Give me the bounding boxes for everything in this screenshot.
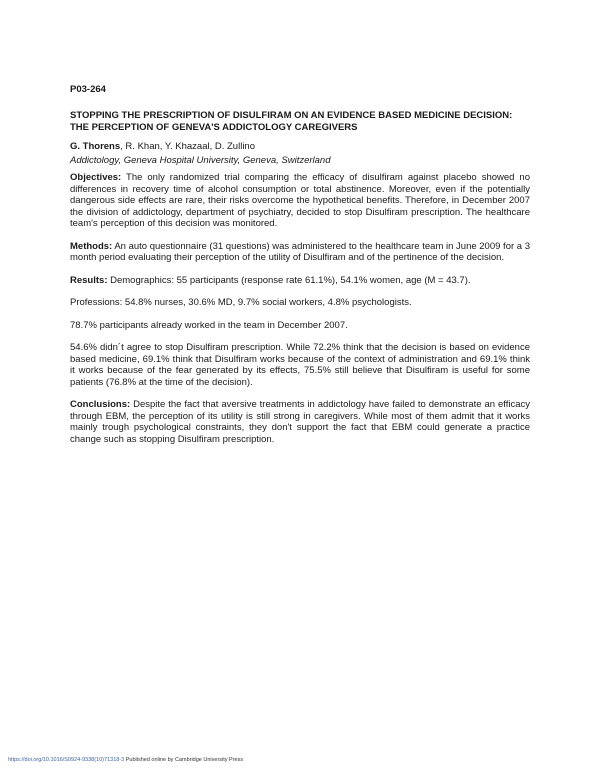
worked-paragraph: 78.7% participants already worked in the team in December 2007.: [70, 319, 348, 331]
agree-paragraph: 54.6% didn´t agree to stop Disulfiram prescription. While 72.2% think that the decision is based on evidence based medicine, 69.1% think that Disulfiram works because of the context of administration and 69.1% think it works because of the fear generated by its effects, 75.5% still believe that Disulfiram is useful for some patients (76.8% at the time of the decision).: [70, 342, 530, 388]
results-text: Demographics: 55 participants (response rate 61.1%), 54.1% women, age (M = 43.7).: [107, 274, 471, 286]
doi-link[interactable]: https://doi.org/10.1016/S0924-9338(10)71318-3: [8, 757, 125, 763]
results-label: Results:: [70, 274, 108, 286]
professions-paragraph: Professions: 54.8% nurses, 30.6% MD, 9.7% social workers, 4.8% psychologists.: [70, 297, 412, 308]
methods-text: An auto questionnaire (31 questions) was administered to the healthcare team in June 2009 for a 3 month period evaluating their perception of the utility of Disulfiram and of the pertinence of the decision.: [70, 240, 530, 263]
author-list: [70, 141, 255, 152]
objectives-text: The only randomized trial comparing the efficacy of disulfiram against placebo showed no differences in recovery time of alcohol consumption or total abstinence. Moreover, even if the potentially dangerous side effects are rare, their risks overcome the hypothetical benefits. Therefore, in December 2007 the division of addictology, department of psychiatry, decided to stop Disulfiram prescription. The healthcare team's perception of this decision was monitored.: [70, 172, 530, 229]
lead-author: G. Thorens: [70, 141, 121, 152]
objectives-section: [70, 172, 530, 230]
methods-label: Methods:: [70, 240, 113, 252]
abstract-code: P03-264: [70, 84, 106, 95]
publisher-note: Published online by Cambridge University Press: [124, 757, 244, 763]
conclusions-label: Conclusions:: [70, 399, 131, 410]
affiliation: Addictology, Geneva Hospital University, Geneva, Switzerland: [70, 155, 331, 166]
methods-section: [70, 241, 530, 264]
objectives-label: Objectives:: [70, 172, 122, 183]
results-section: [70, 275, 530, 287]
abstract-title: STOPPING THE PRESCRIPTION OF DISULFIRAM ON AN EVIDENCE BASED MEDICINE DECISION: THE PERCEPTION OF GENEVA'S ADDICTOLOGY CAREGIVERS: [70, 110, 513, 133]
conclusions-text: Despite the fact that aversive treatments in addictology have failed to demonstrate an efficacy through EBM, the perception of its utility is still strong in caregivers. While most of them admit that it works mainly trough psychological constraints, they don't support the fact that EBM could generate a practice change such as stopping Disulfiram prescription.: [70, 399, 530, 445]
other-authors: , R. Khan, Y. Khazaal, D. Zullino: [120, 141, 255, 152]
abstract-body: [70, 172, 530, 456]
conclusions-section: [70, 399, 530, 445]
page-footer: [8, 757, 243, 763]
